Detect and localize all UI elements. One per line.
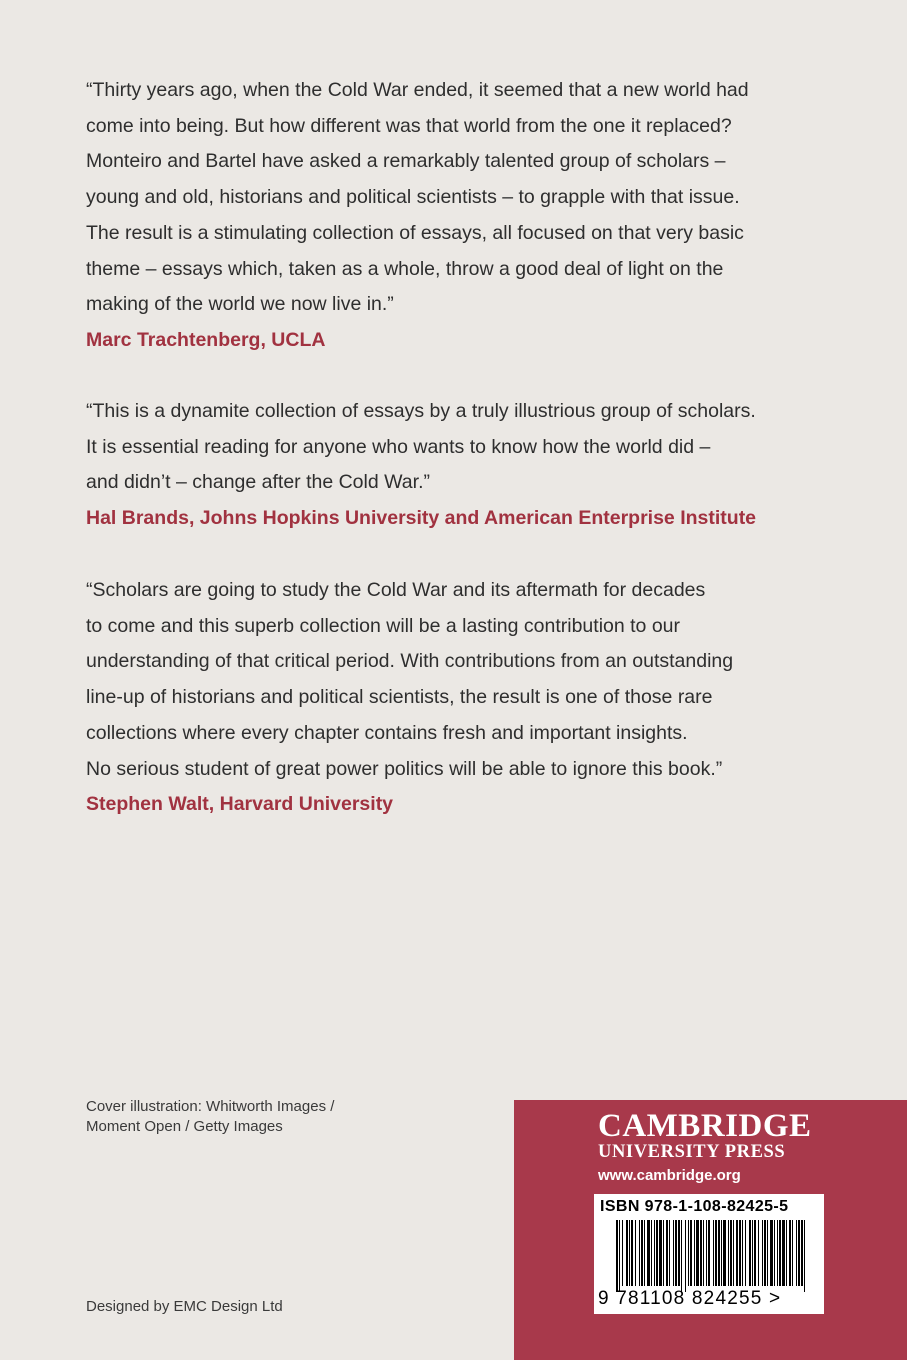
- barcode-bar: [715, 1220, 717, 1286]
- barcode-bar: [786, 1220, 787, 1286]
- publisher-panel: [514, 1100, 907, 1360]
- barcode-bar: [762, 1220, 763, 1286]
- quote-author: Hal Brands, Johns Hopkins University and American Enterprise Institute: [86, 507, 757, 530]
- quote-text: “Thirty years ago, when the Cold War ended, it seemed that a new world had come into being. But how different was that world from the one it replaced? Monteiro and Bartel have asked a remarkably talented group of scholars – young and old, historians and political scientists – to grapple with that issue. The result is a stimulating collection of essays, all focused on that very basic theme – essays which, taken as a whole, throw a good deal of light on the making of the world we now live in.”: [86, 79, 749, 316]
- barcode-bar: [804, 1220, 805, 1292]
- publisher-url: www.cambridge.org: [598, 1167, 741, 1184]
- barcode-bar: [767, 1220, 768, 1286]
- publisher-name: CAMBRIDGE: [598, 1108, 812, 1144]
- blurb-quote: [86, 73, 846, 359]
- barcode-bar: [745, 1220, 746, 1286]
- barcode-bar: [673, 1220, 674, 1286]
- barcode-bar: [669, 1220, 670, 1286]
- barcode-bar: [754, 1220, 756, 1286]
- barcode-bar: [629, 1220, 630, 1286]
- barcode-bar: [777, 1220, 778, 1286]
- barcode-bar: [723, 1220, 726, 1286]
- blurb-quote: [86, 394, 846, 537]
- barcode-bar: [782, 1220, 785, 1286]
- barcode-bar: [733, 1220, 734, 1286]
- barcode-bar: [644, 1220, 645, 1286]
- barcode-bar: [641, 1220, 643, 1286]
- barcode-bar: [631, 1220, 633, 1286]
- barcode-bar: [758, 1220, 759, 1286]
- barcode-bar: [770, 1220, 773, 1286]
- barcode-bar: [654, 1220, 655, 1286]
- quote-text: “This is a dynamite collection of essays by a truly illustrious group of scholars. It is essential reading for anyone who wants to know how the world did – and didn’t – change after the Cold War.”: [86, 400, 756, 494]
- barcode-bar: [694, 1220, 695, 1286]
- barcode-bar: [739, 1220, 741, 1286]
- barcode-bar: [752, 1220, 753, 1286]
- barcode-bar: [690, 1220, 692, 1286]
- barcode-bar: [749, 1220, 751, 1286]
- quote-author: Stephen Walt, Harvard University: [86, 793, 394, 816]
- barcode-bar: [700, 1220, 702, 1286]
- barcode-digits: 9 781108 824255 >: [598, 1288, 782, 1309]
- barcode-bar: [736, 1220, 738, 1286]
- barcode-bar: [764, 1220, 766, 1286]
- barcode-bar: [801, 1220, 803, 1286]
- barcode-bar: [647, 1220, 650, 1286]
- barcode-bar: [706, 1220, 707, 1286]
- barcode-bar: [713, 1220, 714, 1286]
- barcode-bar: [721, 1220, 722, 1286]
- barcode-bar: [681, 1220, 682, 1292]
- barcode-bar: [774, 1220, 775, 1286]
- barcode-bar: [651, 1220, 652, 1286]
- barcode-bar: [619, 1220, 620, 1292]
- barcode-bar: [656, 1220, 658, 1286]
- barcode-bar: [796, 1220, 797, 1286]
- barcode-bar: [779, 1220, 781, 1286]
- quote-text: “Scholars are going to study the Cold War and its aftermath for decades to come and this superb collection will be a lasting contribution to our understanding of that critical period. With contributions from an outstanding line-up of historians and political scientists, the result is one of those rare collections where every chapter contains fresh and important insights. No serious student of great power politics will be able to ignore this book.”: [86, 579, 734, 780]
- barcode-bar: [730, 1220, 732, 1286]
- barcode-bar: [659, 1220, 662, 1286]
- barcode-bar: [678, 1220, 680, 1286]
- barcode-bar: [635, 1220, 636, 1286]
- barcode-bar: [789, 1220, 791, 1286]
- design-credit: Designed by EMC Design Ltd: [86, 1298, 283, 1315]
- barcode-bar: [792, 1220, 793, 1286]
- quote-author: Marc Trachtenberg, UCLA: [86, 328, 326, 351]
- barcode-bar: [626, 1220, 628, 1286]
- barcode-bar: [708, 1220, 710, 1286]
- barcode-bar: [718, 1220, 720, 1286]
- barcode-bar: [728, 1220, 729, 1286]
- blurb-quote: [86, 573, 846, 823]
- barcode-bar: [688, 1220, 689, 1286]
- barcode-bar: [616, 1220, 618, 1292]
- barcode-bar: [685, 1220, 686, 1292]
- barcode-bar: [666, 1220, 668, 1286]
- barcode-bar: [622, 1220, 623, 1286]
- isbn-label: ISBN 978-1-108-82425-5: [600, 1198, 789, 1215]
- publisher-subtitle: UNIVERSITY PRESS: [598, 1142, 786, 1162]
- barcode-bar: [639, 1220, 640, 1286]
- barcode-bar: [675, 1220, 677, 1286]
- barcode-bar: [703, 1220, 704, 1286]
- cover-illustration-credit: Cover illustration: Whitworth Images / Moment Open / Getty Images: [86, 1098, 335, 1135]
- barcode-bar: [742, 1220, 743, 1286]
- barcode-bar: [798, 1220, 800, 1286]
- barcode-bar: [663, 1220, 664, 1286]
- barcode: [594, 1194, 824, 1314]
- barcode-bar: [696, 1220, 699, 1286]
